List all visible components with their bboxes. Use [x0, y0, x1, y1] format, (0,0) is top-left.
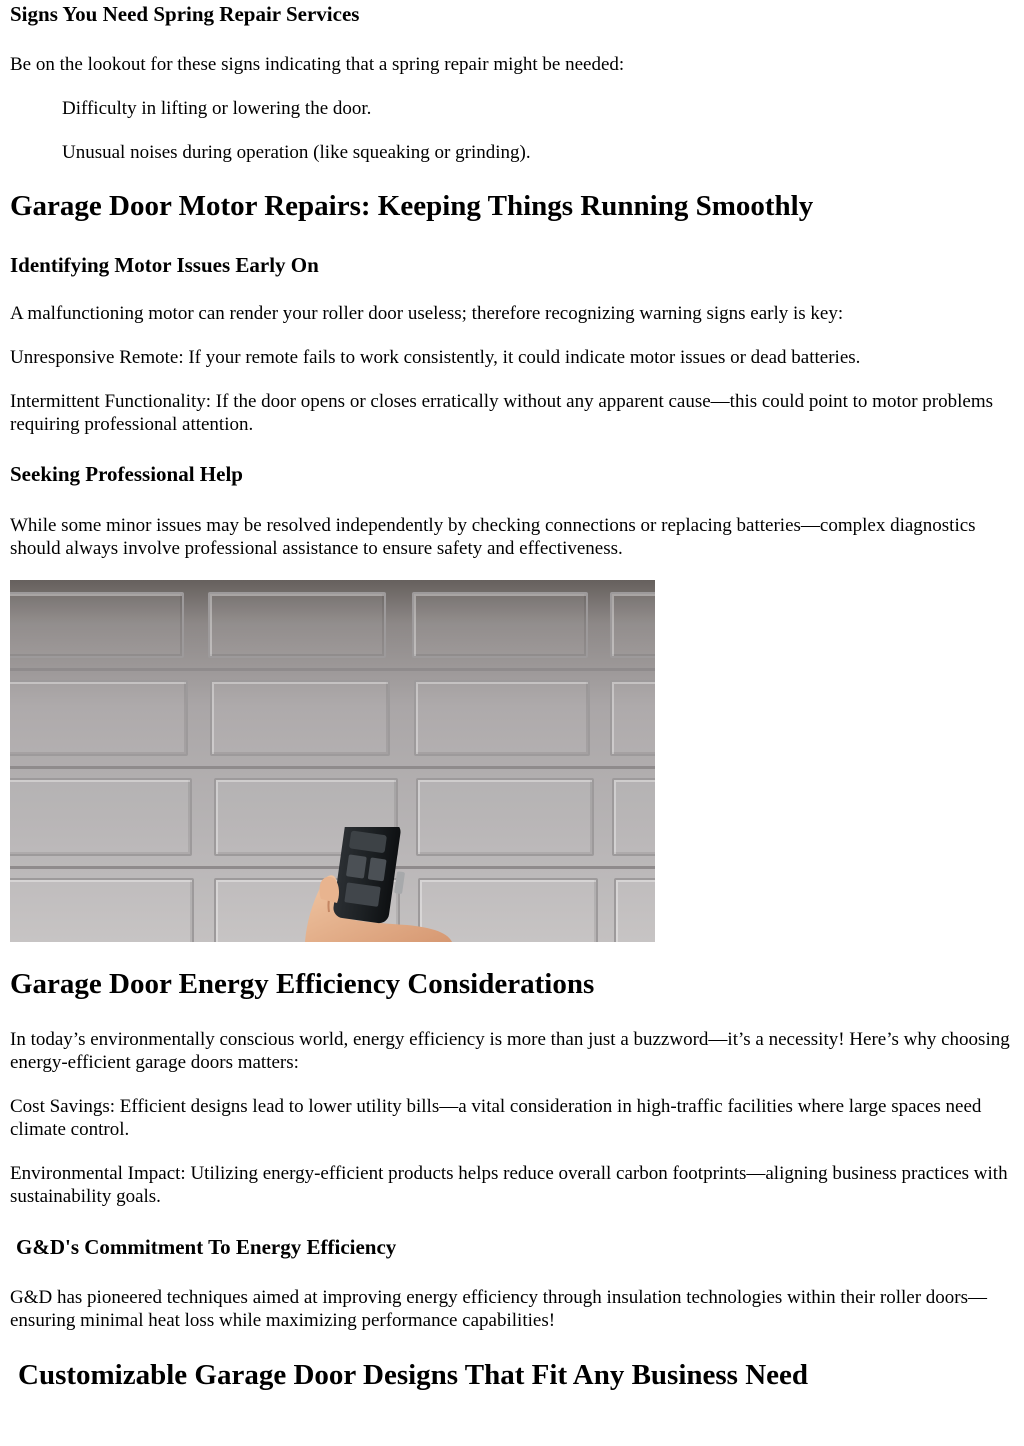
- door-panel: [210, 680, 390, 756]
- door-panel: [414, 680, 590, 756]
- door-panel: [10, 680, 188, 756]
- environmental-impact-text: Environmental Impact: Utilizing energy-efficient products helps reduce overall carbon footprints—aligning business practices with sustainability goals.: [10, 1163, 1008, 1207]
- door-panel: [412, 592, 588, 658]
- commitment-text: G&D has pioneered techniques aimed at improving energy efficiency through insulation technologies within their roller doors—ensuring minimal heat loss while maximizing performance capabilities!: [10, 1287, 988, 1331]
- garage-remote-photo: [10, 580, 655, 942]
- heading-identifying-motor: Identifying Motor Issues Early On: [10, 253, 319, 277]
- spring-signs-intro: Be on the lookout for these signs indicating that a spring repair might be needed:: [10, 54, 625, 75]
- door-panel: [612, 778, 655, 856]
- intermittent-functionality-text: Intermittent Functionality: If the door opens or closes erratically without any apparent cause—this could point to motor problems requiring professional attention.: [10, 391, 994, 435]
- heading-commitment: G&D's Commitment To Energy Efficiency: [16, 1235, 397, 1259]
- heading-energy-efficiency: Garage Door Energy Efficiency Considerations: [10, 968, 595, 1000]
- unresponsive-remote-text: Unresponsive Remote: If your remote fails to work consistently, it could indicate motor issues or dead batteries.: [10, 347, 861, 368]
- heading-motor-repairs: Garage Door Motor Repairs: Keeping Things Running Smoothly: [10, 190, 814, 222]
- door-panel: [208, 592, 386, 658]
- professional-help-text: While some minor issues may be resolved independently by checking connections or replacing batteries—complex diagnostics should always involve professional assistance to ensure safety and effectiveness.: [10, 515, 976, 559]
- door-panel: [10, 778, 192, 856]
- door-panel: [610, 680, 655, 756]
- door-panel: [10, 878, 194, 942]
- cost-savings-text: Cost Savings: Efficient designs lead to lower utility bills—a vital consideration in high-traffic facilities where large spaces need climate control.: [10, 1096, 982, 1140]
- door-seam: [10, 766, 655, 769]
- energy-intro: In today’s environmentally conscious world, energy efficiency is more than just a buzzword—it’s a necessity! Here’s why choosing energy-efficient garage doors matters:: [10, 1029, 1010, 1073]
- heading-customizable-designs: Customizable Garage Door Designs That Fit Any Business Need: [18, 1359, 809, 1391]
- list-item: Difficulty in lifting or lowering the door.: [62, 98, 372, 119]
- motor-intro: A malfunctioning motor can render your roller door useless; therefore recognizing warning signs early is key:: [10, 303, 844, 324]
- hand-with-remote-icon: [297, 827, 457, 942]
- door-panel: [610, 592, 655, 658]
- door-panel: [10, 592, 184, 658]
- heading-spring-signs: Signs You Need Spring Repair Services: [10, 2, 360, 26]
- door-panel: [614, 878, 655, 942]
- door-seam: [10, 668, 655, 671]
- heading-professional-help: Seeking Professional Help: [10, 462, 243, 486]
- list-item: Unusual noises during operation (like squeaking or grinding).: [62, 142, 531, 163]
